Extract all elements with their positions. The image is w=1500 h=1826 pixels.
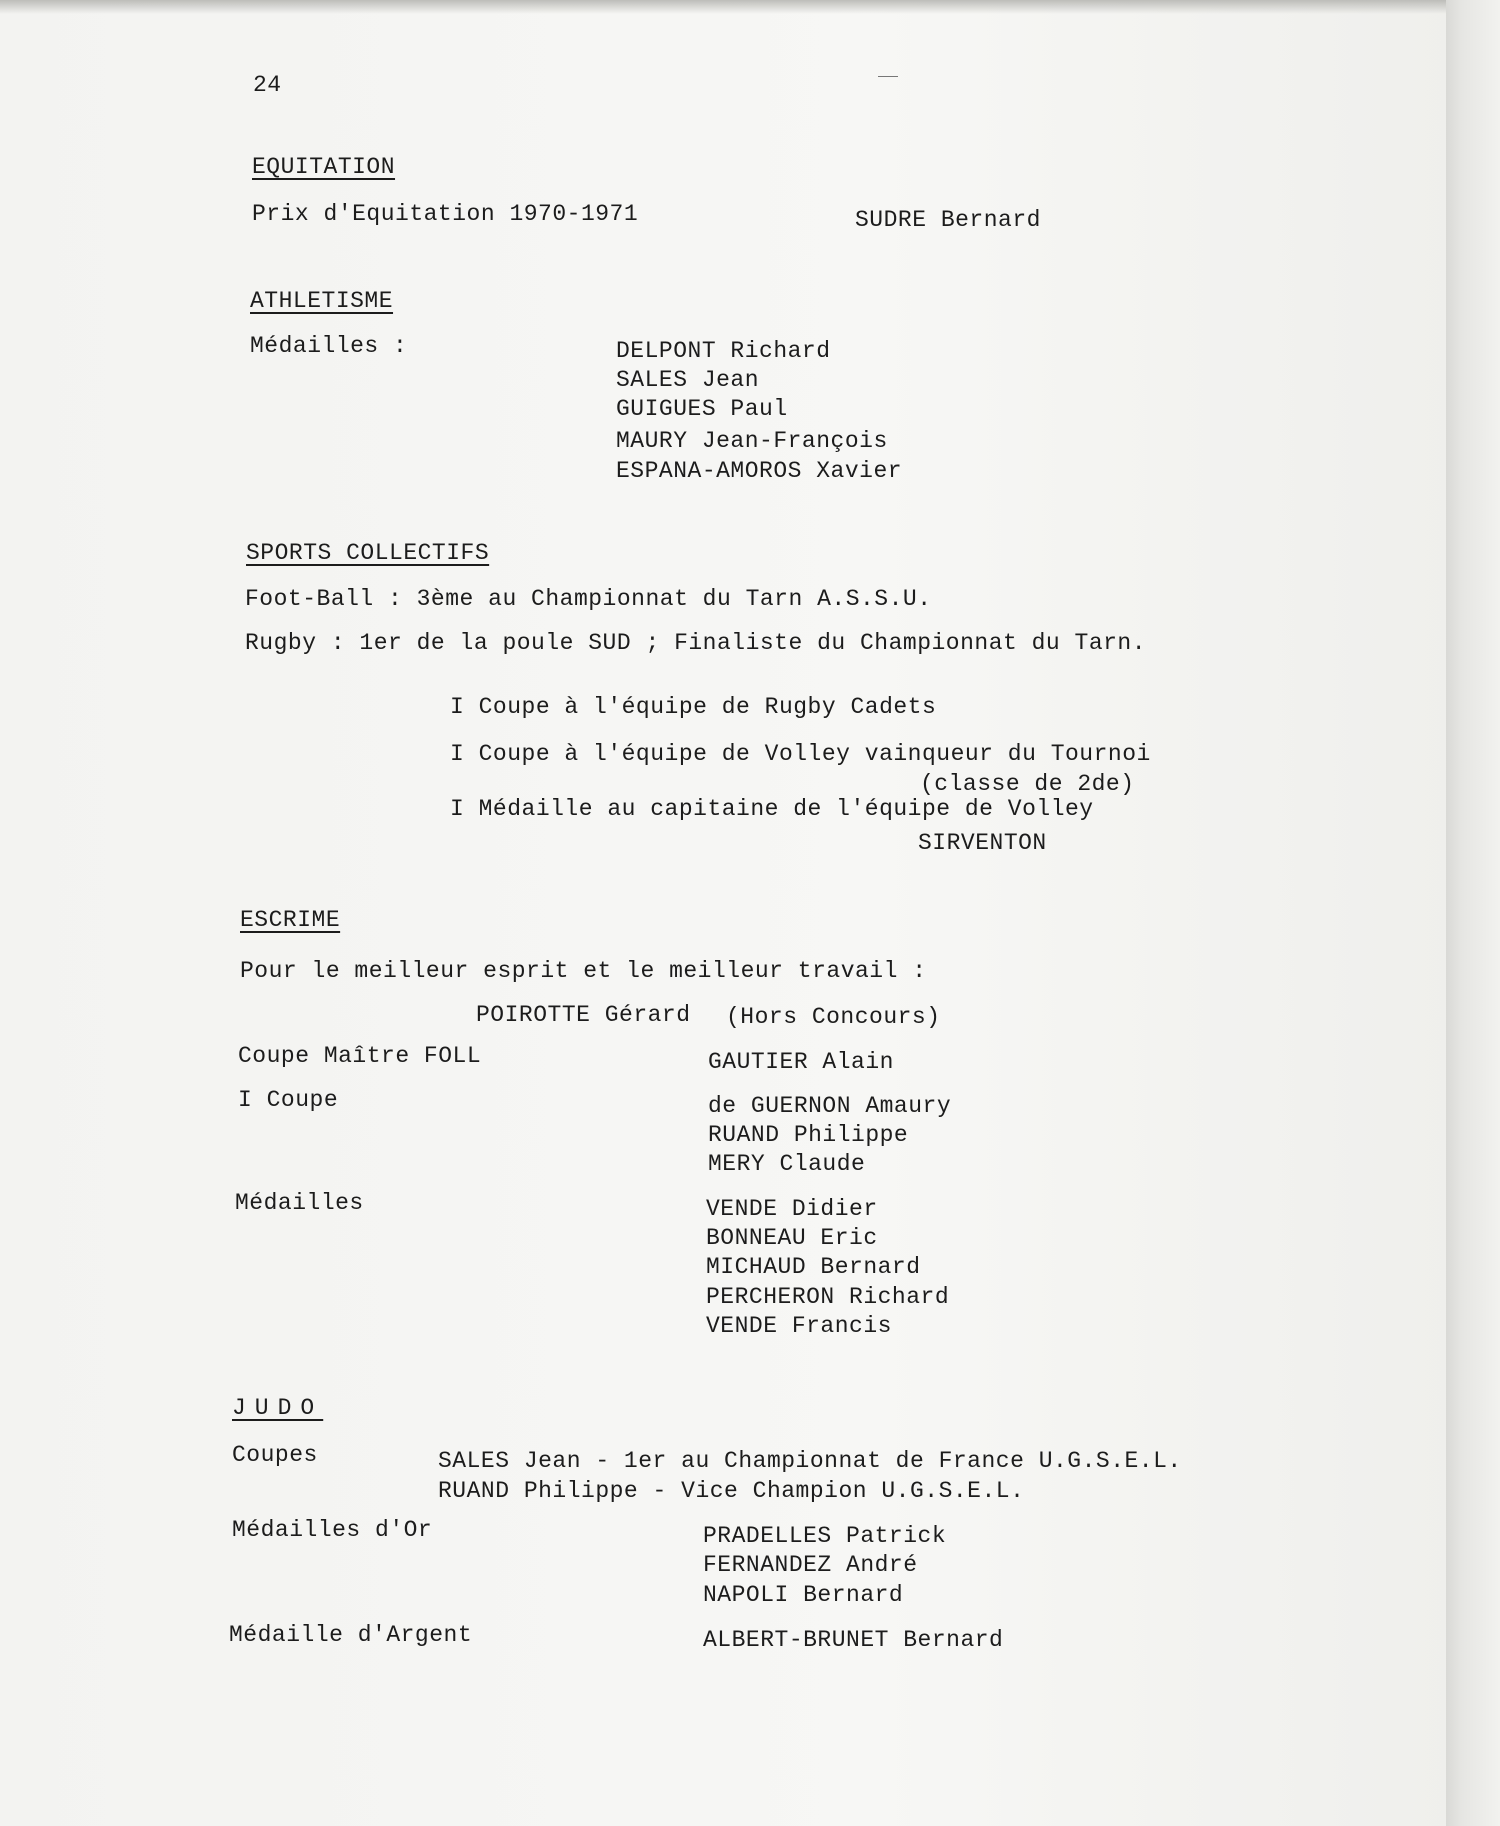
judo-coupe-line: RUAND Philippe - Vice Champion U.G.S.E.L. [438, 1478, 1025, 1504]
escrime-medaille-name: PERCHERON Richard [706, 1284, 950, 1310]
judo-or-name: FERNANDEZ André [703, 1552, 918, 1578]
coupe-foll-label: Coupe Maître FOLL [238, 1043, 482, 1069]
judo-argent-name: ALBERT-BRUNET Bernard [703, 1627, 1004, 1653]
page-edge [1446, 0, 1500, 1826]
equitation-prize: Prix d'Equitation 1970-1971 [252, 201, 639, 227]
escrime-esprit-winner: POIROTTE Gérard [476, 1002, 691, 1028]
coupe-name: de GUERNON Amaury [708, 1093, 952, 1119]
judo-coupes-label: Coupes [232, 1442, 318, 1468]
athletisme-heading: ATHLETISME [250, 288, 394, 314]
equitation-winner: SUDRE Bernard [855, 207, 1041, 233]
judo-or-label: Médailles d'Or [232, 1517, 433, 1543]
coupe-volley: I Coupe à l'équipe de Volley vainqueur du Tournoi [450, 741, 1151, 767]
coupe-name: MERY Claude [708, 1151, 866, 1177]
judo-or-name: PRADELLES Patrick [703, 1523, 947, 1549]
coupe-rugby: I Coupe à l'équipe de Rugby Cadets [450, 694, 937, 720]
coupe-name: RUAND Philippe [708, 1122, 909, 1148]
escrime-medailles-label: Médailles [235, 1190, 364, 1216]
coupe-label: I Coupe [238, 1087, 339, 1113]
page-top-shadow [0, 0, 1460, 14]
medaille-capitaine: I Médaille au capitaine de l'équipe de Volley [450, 796, 1094, 822]
judo-argent-label: Médaille d'Argent [229, 1622, 473, 1648]
athletisme-name: MAURY Jean-François [616, 428, 888, 454]
athletisme-label: Médailles : [250, 333, 408, 359]
judo-heading: JUDO [232, 1395, 324, 1421]
coupe-foll-winner: GAUTIER Alain [708, 1049, 894, 1075]
page-number: 24 [253, 72, 282, 98]
equitation-heading: EQUITATION [252, 154, 396, 180]
judo-or-name: NAPOLI Bernard [703, 1582, 904, 1608]
sports-collectifs-heading: SPORTS COLLECTIFS [246, 540, 490, 566]
escrime-heading: ESCRIME [240, 907, 341, 933]
athletisme-name: DELPONT Richard [616, 338, 831, 364]
coupe-volley-class: (classe de 2de) [920, 771, 1135, 797]
judo-coupe-line: SALES Jean - 1er au Championnat de France U.G.S.E.L. [438, 1448, 1182, 1474]
escrime-medaille-name: VENDE Francis [706, 1313, 892, 1339]
athletisme-name: GUIGUES Paul [616, 396, 788, 422]
capitaine-name: SIRVENTON [918, 830, 1047, 856]
escrime-medaille-name: BONNEAU Eric [706, 1225, 878, 1251]
escrime-medaille-name: MICHAUD Bernard [706, 1254, 921, 1280]
athletisme-name: SALES Jean [616, 367, 760, 393]
escrime-esprit-note: (Hors Concours) [726, 1004, 941, 1030]
athletisme-name: ESPANA-AMOROS Xavier [616, 458, 903, 484]
football-result: Foot-Ball : 3ème au Championnat du Tarn A.S.S.U. [245, 586, 932, 612]
escrime-esprit-label: Pour le meilleur esprit et le meilleur travail : [240, 958, 927, 984]
stray-mark [878, 76, 898, 77]
escrime-medaille-name: VENDE Didier [706, 1196, 878, 1222]
rugby-result: Rugby : 1er de la poule SUD ; Finaliste du Championnat du Tarn. [245, 630, 1147, 656]
